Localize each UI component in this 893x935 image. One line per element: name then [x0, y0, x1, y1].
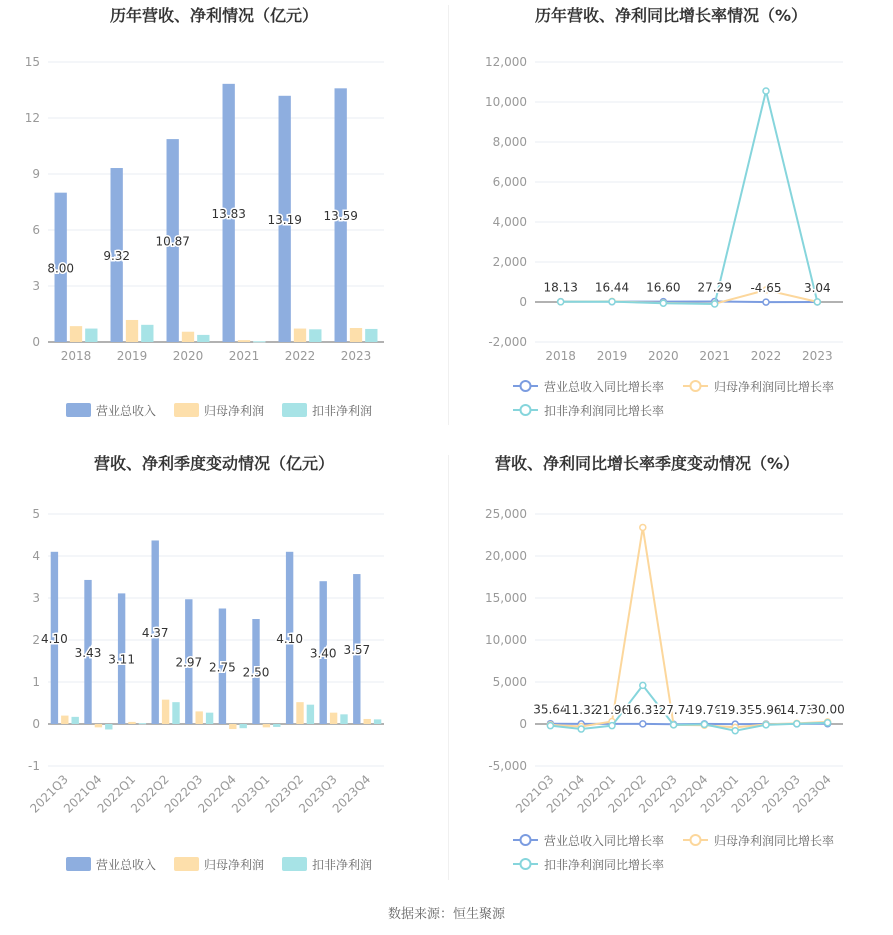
legend-label: 扣非净利润	[312, 404, 373, 418]
legend-label: 归母净利润	[204, 404, 265, 418]
data-point	[609, 299, 615, 305]
data-label: 11.32	[564, 702, 599, 717]
bar-parent-net	[364, 719, 371, 724]
x-tick-label: 2023Q4	[329, 772, 374, 816]
y-tick-label: 12	[24, 111, 40, 125]
y-tick-label: 2,000	[492, 255, 527, 269]
chart-title: 营收、净利季度变动情况（亿元）	[93, 454, 335, 473]
data-label: 21.96	[594, 702, 630, 717]
y-tick-label: 25,000	[485, 507, 527, 521]
x-tick-label: 2021Q3	[27, 772, 71, 816]
data-point	[547, 723, 553, 729]
data-label: 27.29	[697, 280, 732, 295]
bar-deducted-net	[307, 705, 314, 724]
data-source-note: 数据来源：恒生聚源	[387, 907, 505, 922]
bar-deducted-net	[239, 724, 246, 728]
bar-parent-net	[229, 724, 236, 729]
legend-marker	[521, 381, 531, 391]
data-label: -5.96	[750, 703, 782, 718]
y-tick-label: 15	[24, 55, 40, 69]
x-tick-label: 2023Q3	[759, 772, 803, 816]
y-tick-label: 1	[32, 675, 40, 689]
x-tick-label: 2023Q1	[697, 772, 742, 816]
x-tick-label: 2020	[172, 349, 204, 363]
y-tick-label: 10,000	[485, 633, 527, 647]
legend-label: 营业总收入	[96, 858, 157, 872]
x-tick-label: 2022Q2	[605, 772, 649, 816]
data-label: 8.00	[47, 261, 75, 276]
x-tick-label: 2018	[545, 349, 576, 363]
x-tick-label: 2022	[284, 349, 316, 363]
bar-deducted-net	[309, 329, 321, 342]
y-tick-label: 3	[32, 591, 40, 605]
y-tick-label: 3	[32, 279, 40, 293]
quarterly-revenue-profit-svg	[0, 448, 448, 888]
x-tick-label: 2018	[60, 349, 92, 363]
y-tick-label: 0	[32, 335, 40, 349]
legend-swatch	[282, 857, 307, 871]
chart-title: 历年营收、净利同比增长率情况（%）	[534, 6, 808, 25]
bar-parent-net	[61, 716, 68, 724]
x-tick-label: 2022Q2	[128, 772, 172, 816]
bar-parent-net	[95, 724, 102, 727]
x-tick-label: 2023Q4	[790, 772, 834, 816]
data-point	[640, 721, 646, 727]
x-tick-label: 2021Q4	[543, 772, 588, 816]
x-tick-label: 2022Q1	[574, 772, 619, 816]
y-tick-label: 10,000	[485, 95, 527, 109]
legend-swatch	[66, 403, 91, 417]
legend-marker	[521, 859, 531, 869]
bar-deducted-net	[105, 724, 112, 729]
bar-deducted-net	[85, 329, 97, 342]
legend-label: 扣非净利润同比增长率	[544, 858, 665, 872]
data-label: -27.74	[654, 703, 693, 718]
bar-deducted-net	[206, 713, 213, 724]
data-label: 35.64	[533, 702, 568, 717]
data-label: 9.32	[103, 249, 131, 264]
x-tick-label: 2022Q4	[666, 772, 711, 816]
bar-deducted-net	[273, 724, 280, 727]
data-label: 16.44	[594, 280, 630, 295]
data-point	[732, 728, 738, 734]
x-tick-label: 2020	[648, 349, 679, 363]
data-label: 3.04	[803, 280, 831, 295]
data-label: 14.73	[779, 702, 814, 717]
legend-label: 归母净利润	[204, 858, 265, 872]
y-tick-label: -2,000	[488, 335, 527, 349]
data-label: 3.40	[309, 646, 337, 661]
bar-parent-net	[330, 713, 337, 724]
x-tick-label: 2022Q3	[161, 772, 206, 816]
annual-growth-rate-svg	[449, 0, 893, 440]
bar-deducted-net	[172, 702, 179, 724]
annual-revenue-profit-svg	[0, 0, 448, 440]
y-tick-label: -1	[28, 759, 40, 773]
bar-parent-net	[350, 328, 362, 342]
x-tick-label: 2021Q3	[512, 772, 557, 816]
data-label: 16.60	[646, 280, 681, 295]
divider-top	[448, 5, 449, 425]
legend-label: 扣非净利润	[312, 858, 373, 872]
chart-title: 营收、净利同比增长率季度变动情况（%）	[494, 454, 800, 473]
y-tick-label: 6	[32, 223, 40, 237]
y-tick-label: 6,000	[492, 175, 527, 189]
series-line-parent-net-growth	[550, 527, 827, 727]
data-point	[701, 721, 707, 727]
y-tick-label: 0	[519, 717, 527, 731]
x-tick-label: 2019	[116, 349, 148, 363]
x-tick-label: 2022	[750, 349, 782, 363]
quarterly-growth-rate-chart	[449, 448, 893, 888]
x-tick-label: 2022Q4	[195, 772, 239, 816]
y-tick-label: 5	[32, 507, 40, 521]
legend-marker	[691, 835, 701, 845]
bar-parent-net	[238, 340, 250, 342]
bar-parent-net	[294, 329, 306, 342]
chart-title: 历年营收、净利情况（亿元）	[109, 6, 319, 25]
divider-bottom	[448, 455, 449, 880]
data-label: 18.13	[543, 280, 578, 295]
annual-growth-rate-chart	[449, 0, 893, 440]
bar-parent-net	[126, 320, 138, 342]
legend-marker	[521, 835, 531, 845]
y-tick-label: 0	[519, 295, 527, 309]
bar-parent-net	[182, 332, 194, 342]
legend-label: 营业总收入同比增长率	[544, 380, 665, 394]
bar-deducted-net	[340, 714, 347, 724]
x-tick-label: 2023	[340, 349, 372, 363]
quarterly-growth-rate-svg	[449, 448, 893, 888]
data-point	[609, 723, 615, 729]
legend-label: 营业总收入	[96, 404, 157, 418]
legend-label: 营业总收入同比增长率	[544, 834, 665, 848]
x-tick-label: 2021Q4	[60, 772, 105, 816]
x-tick-label: 2023	[802, 349, 833, 363]
data-label: 30.00	[810, 702, 845, 717]
data-label: 19.76	[687, 702, 722, 717]
data-label: 13.59	[323, 209, 358, 224]
bar-deducted-net	[197, 335, 209, 342]
legend-label: 归母净利润同比增长率	[714, 834, 835, 848]
bar-parent-net	[70, 326, 82, 342]
data-label: 13.19	[267, 212, 302, 227]
data-label: 16.31	[625, 702, 660, 717]
x-tick-label: 2021	[699, 349, 730, 363]
x-tick-label: 2019	[596, 349, 628, 363]
y-tick-label: 5,000	[492, 675, 527, 689]
data-label: 4.10	[41, 631, 68, 646]
bar-deducted-net	[71, 717, 78, 724]
data-point	[763, 88, 769, 94]
y-tick-label: 12,000	[485, 55, 527, 69]
y-tick-label: 8,000	[492, 135, 527, 149]
x-tick-label: 2023Q2	[262, 772, 307, 816]
y-tick-label: 20,000	[485, 549, 527, 563]
x-tick-label: 2023Q1	[228, 772, 273, 816]
data-point	[763, 722, 769, 728]
data-label: 2.50	[242, 665, 270, 680]
y-tick-label: 4	[32, 549, 40, 563]
legend-marker	[691, 381, 701, 391]
data-label: 3.57	[343, 643, 371, 658]
quarterly-revenue-profit-chart	[0, 448, 448, 888]
legend-label: 扣非净利润同比增长率	[544, 404, 665, 418]
y-tick-label: 9	[32, 167, 40, 181]
data-label: 10.87	[155, 234, 190, 249]
x-tick-label: 2021	[228, 349, 260, 363]
y-tick-label: 2	[32, 633, 40, 647]
data-label: 4.10	[276, 631, 303, 646]
data-point	[578, 726, 584, 732]
data-point	[640, 682, 646, 688]
bar-deducted-net	[141, 325, 153, 342]
bar-deducted-net	[253, 341, 265, 342]
x-tick-label: 2022Q3	[636, 772, 680, 816]
data-label: 4.37	[141, 626, 169, 641]
data-point	[660, 300, 666, 306]
legend-swatch	[174, 857, 199, 871]
data-point	[558, 299, 564, 305]
annual-revenue-profit-chart	[0, 0, 448, 440]
data-label: 3.43	[74, 645, 102, 660]
y-tick-label: -5,000	[488, 759, 527, 773]
legend-marker	[521, 405, 531, 415]
data-point	[671, 722, 677, 728]
y-tick-label: 4,000	[492, 215, 527, 229]
data-label: 13.83	[211, 206, 246, 221]
legend-swatch	[174, 403, 199, 417]
bar-parent-net	[162, 700, 169, 724]
data-label: 2.75	[209, 660, 236, 675]
data-point	[814, 299, 820, 305]
bar-deducted-net	[365, 329, 377, 342]
data-point	[640, 524, 646, 530]
data-label: 2.97	[175, 655, 203, 670]
x-tick-label: 2023Q3	[296, 772, 340, 816]
bar-deducted-net	[374, 719, 381, 724]
data-label: -4.65	[750, 281, 782, 296]
data-point	[712, 301, 718, 307]
series-line-deducted-net-growth	[561, 91, 818, 304]
y-tick-label: 15,000	[485, 591, 527, 605]
data-point	[794, 721, 800, 727]
x-tick-label: 2022Q1	[94, 772, 139, 816]
legend-swatch	[282, 403, 307, 417]
y-tick-label: 0	[32, 717, 40, 731]
legend-swatch	[66, 857, 91, 871]
bar-parent-net	[263, 724, 270, 727]
data-point	[825, 720, 831, 726]
bar-deducted-net	[139, 723, 146, 724]
data-label: -19.35	[715, 703, 755, 718]
legend-label: 归母净利润同比增长率	[714, 380, 835, 394]
data-point	[763, 299, 769, 305]
bar-parent-net	[296, 702, 303, 724]
bar-parent-net	[128, 722, 135, 724]
x-tick-label: 2023Q2	[728, 772, 773, 816]
data-label: 3.11	[108, 652, 135, 667]
bar-parent-net	[196, 711, 203, 724]
